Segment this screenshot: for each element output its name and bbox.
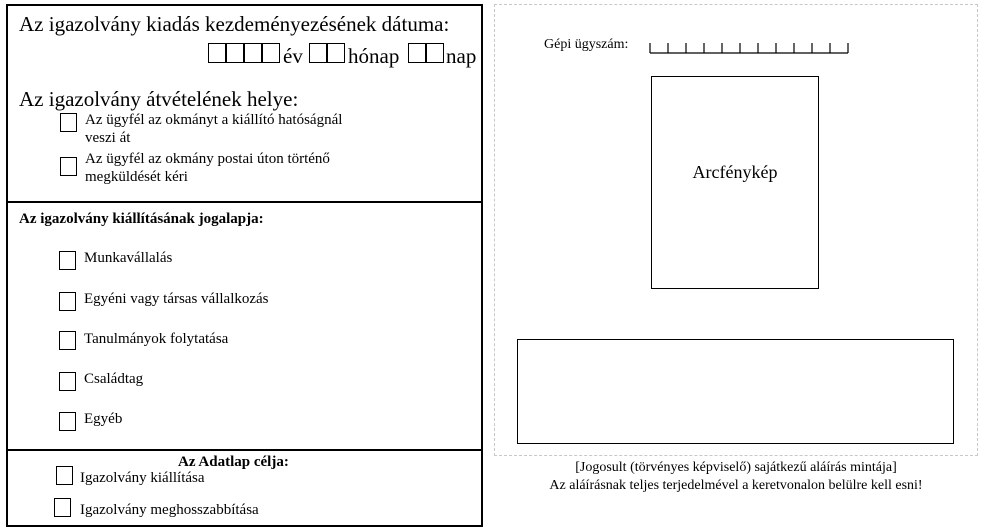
case-number-field[interactable] [648, 38, 850, 56]
business-checkbox[interactable] [59, 292, 76, 311]
extension-purpose-checkbox[interactable] [54, 498, 71, 517]
pickup-authority-label-line2: veszi át [85, 130, 131, 146]
year-digit-box[interactable] [226, 43, 244, 63]
day-digit-box[interactable] [426, 43, 444, 63]
issue-date-label: Az igazolvány kiadás kezdeményezésének dátuma: [19, 12, 450, 36]
day-digit-box[interactable] [408, 43, 426, 63]
pickup-authority-label-line1: Az ügyfél az okmányt a kiállító hatóságnál [85, 112, 343, 128]
year-digit-box[interactable] [262, 43, 280, 63]
month-digit-box[interactable] [309, 43, 327, 63]
legal-basis-title: Az igazolvány kiállításának jogalapja: [19, 211, 264, 227]
year-label: év [283, 44, 303, 68]
pickup-post-checkbox[interactable] [60, 157, 77, 176]
issue-purpose-label: Igazolvány kiállítása [80, 470, 205, 486]
signature-note: Az aláírásnak teljes terjedelmével a keretvonalon belülre kell esni! [549, 478, 923, 493]
family-member-label: Családtag [84, 371, 144, 387]
photo-box[interactable] [651, 76, 819, 289]
pickup-title: Az igazolvány átvételének helye: [19, 87, 299, 111]
employment-checkbox[interactable] [59, 251, 76, 270]
family-member-checkbox[interactable] [59, 372, 76, 391]
employment-label: Munkavállalás [84, 250, 173, 266]
other-label: Egyéb [84, 411, 123, 427]
other-checkbox[interactable] [59, 412, 76, 431]
pickup-post-label-line1: Az ügyfél az okmány postai úton történő [85, 151, 330, 167]
case-number-label: Gépi ügyszám: [544, 37, 629, 52]
business-label: Egyéni vagy társas vállalkozás [84, 291, 269, 307]
signature-box[interactable] [517, 339, 954, 444]
signature-caption: [Jogosult (törvényes képviselő) sajátkezű aláírás mintája] [575, 460, 897, 475]
studies-checkbox[interactable] [59, 331, 76, 350]
issue-purpose-checkbox[interactable] [56, 466, 73, 485]
purpose-title: Az Adatlap célja: [178, 454, 289, 470]
year-digit-box[interactable] [244, 43, 262, 63]
month-digit-box[interactable] [327, 43, 345, 63]
month-label: hónap [348, 44, 400, 68]
studies-label: Tanulmányok folytatása [84, 331, 229, 347]
year-digit-box[interactable] [208, 43, 226, 63]
day-label: nap [446, 44, 477, 68]
photo-label: Arcfénykép [692, 162, 778, 182]
legal-basis-section [6, 201, 483, 451]
pickup-authority-checkbox[interactable] [60, 113, 77, 132]
pickup-post-label-line2: megküldését kéri [85, 169, 188, 185]
extension-purpose-label: Igazolvány meghosszabbítása [80, 502, 259, 518]
